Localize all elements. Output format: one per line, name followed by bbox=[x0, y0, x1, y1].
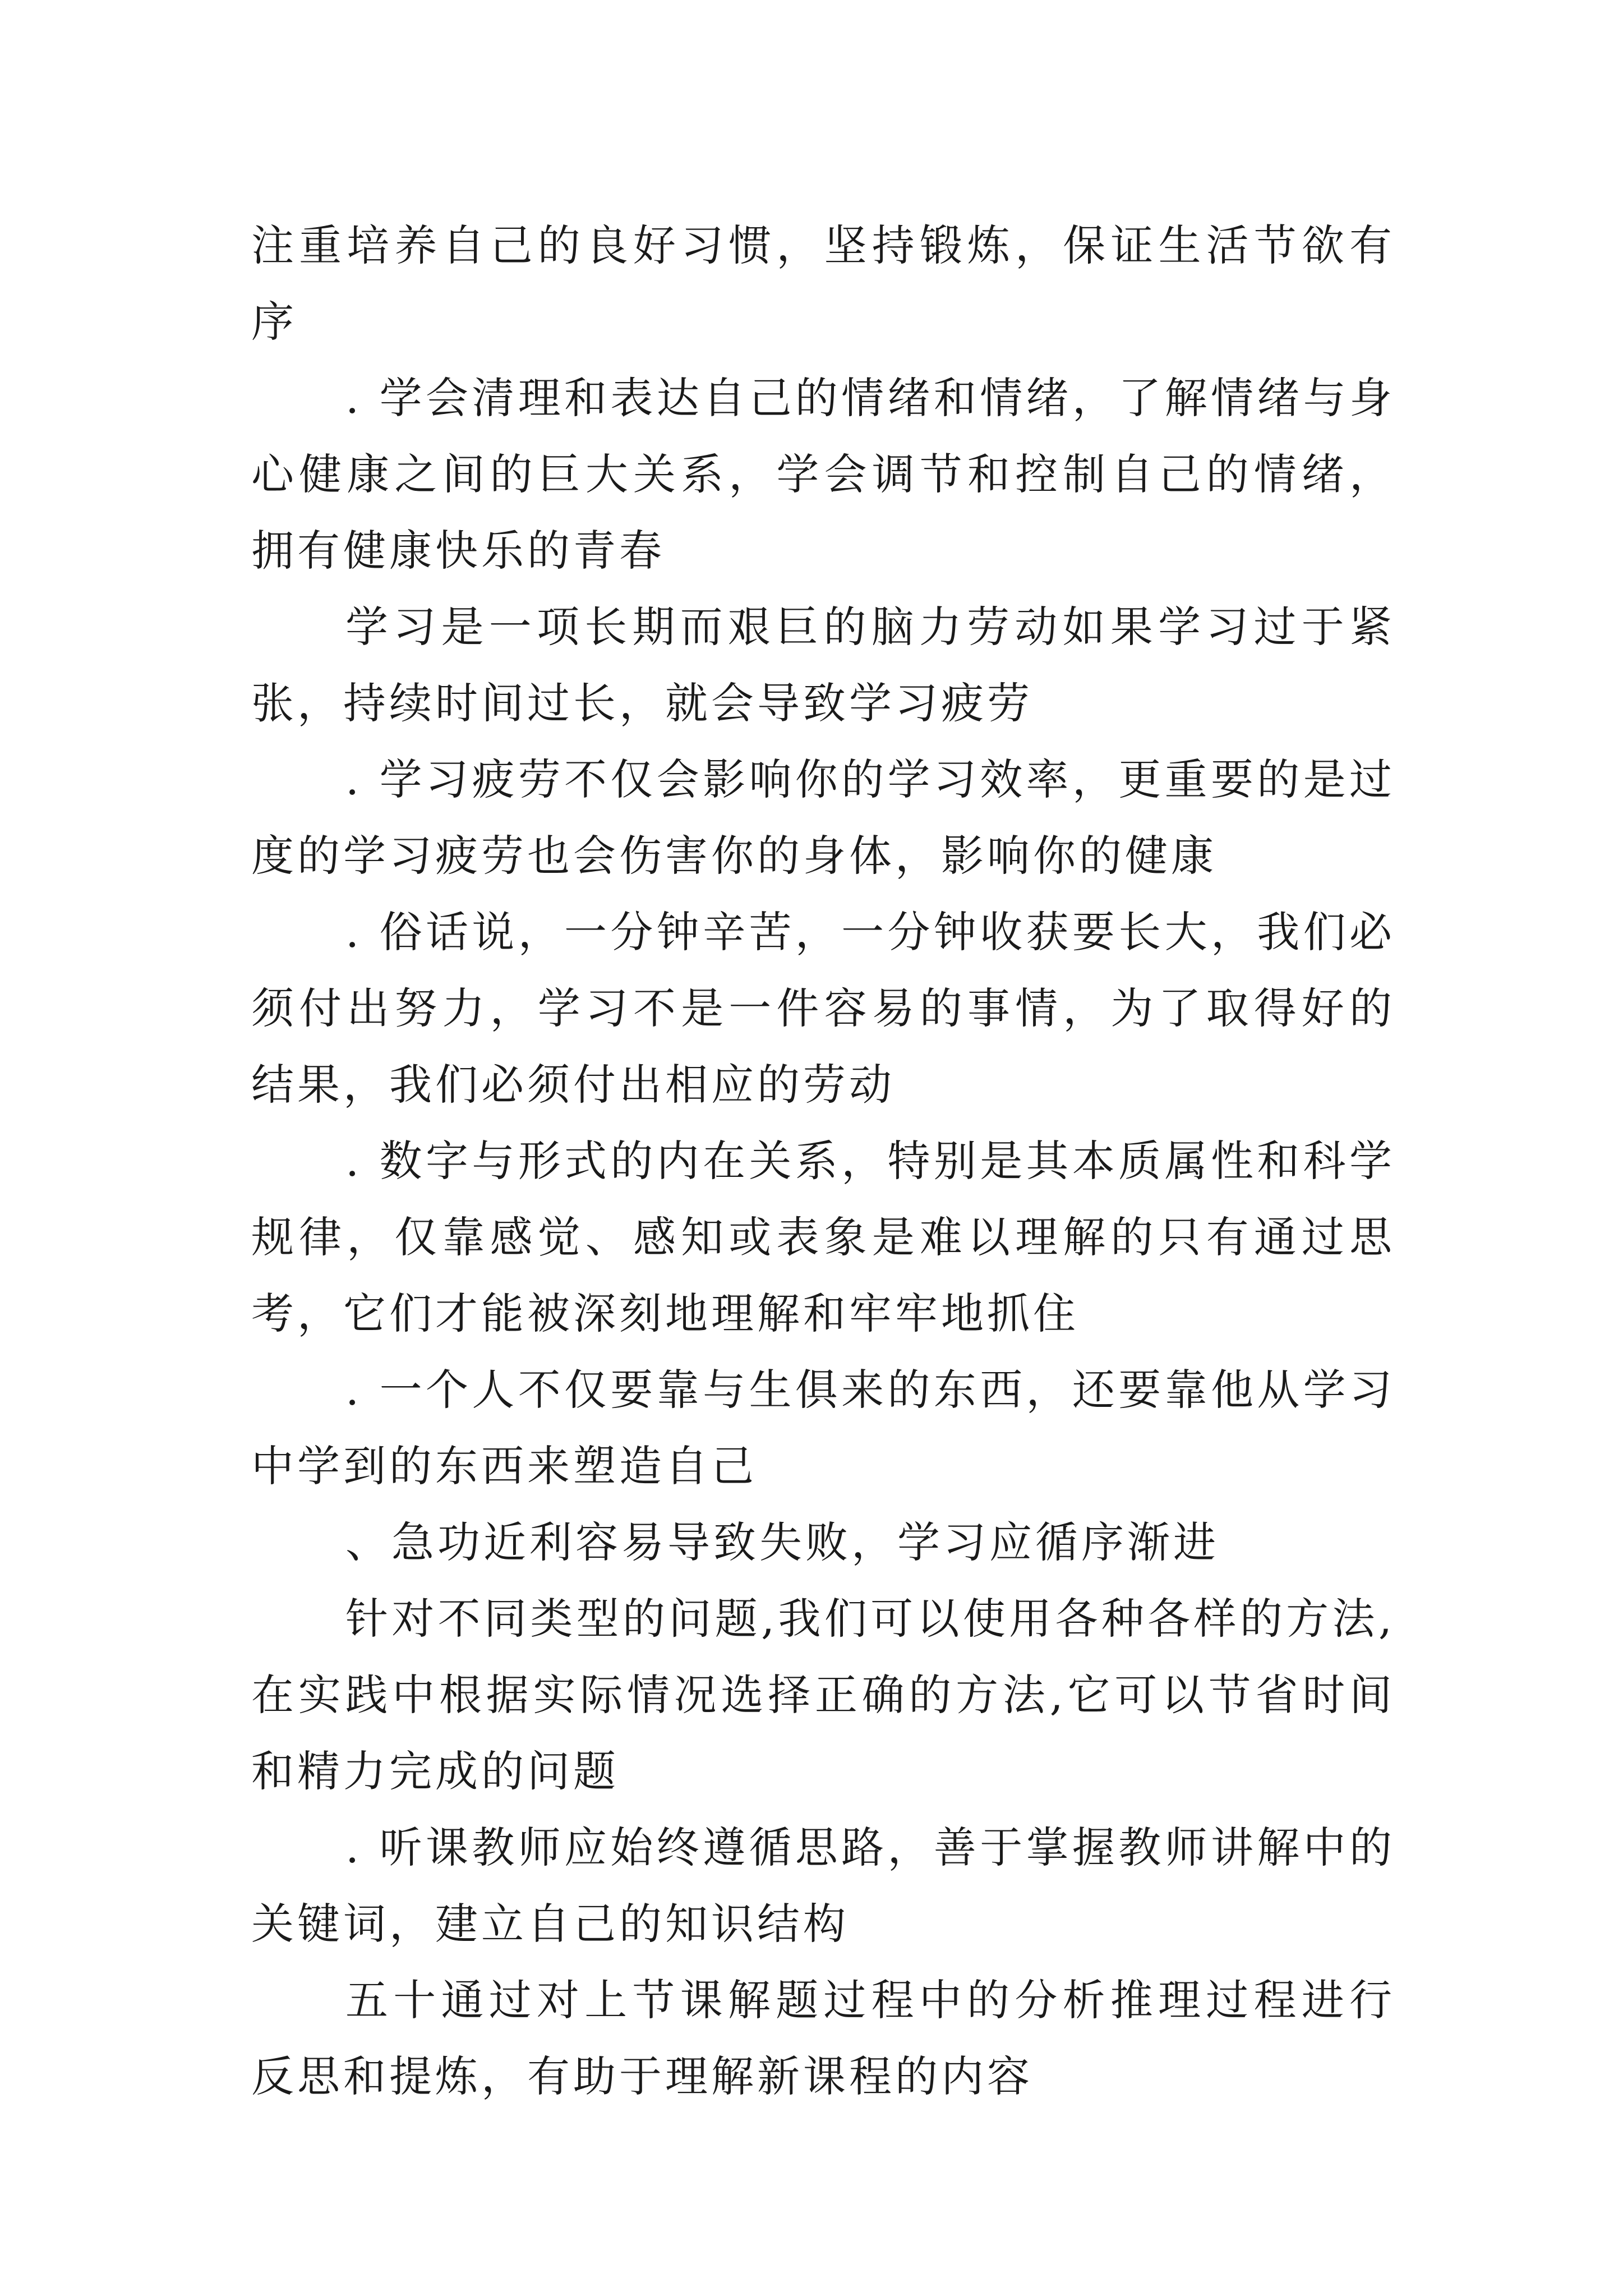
paragraph: . 一个人不仅要靠与生俱来的东西，还要靠他从学习中学到的东西来塑造自己 bbox=[251, 1365, 1395, 1491]
paragraph: 、急功近利容易导致失败，学习应循序渐进 bbox=[345, 1517, 1219, 1567]
paragraph: . 学习疲劳不仅会影响你的学习效率，更重要的是过度的学习疲劳也会伤害你的身体，影响你的健康 bbox=[251, 754, 1395, 881]
paragraph: . 学会清理和表达自己的情绪和情绪，了解情绪与身心健康之间的巨大关系，学会调节和控制自己的情绪，拥有健康快乐的青春 bbox=[251, 373, 1395, 576]
paragraph: 学习是一项长期而艰巨的脑力劳动如果学习过于紧张，持续时间过长，就会导致学习疲劳 bbox=[251, 602, 1395, 728]
paragraph: 注重培养自己的良好习惯，坚持锻炼，保证生活节欲有序 bbox=[251, 220, 1395, 347]
paragraph: . 数字与形式的内在关系，特别是其本质属性和科学规律，仅靠感觉、感知或表象是难以理解的只有通过思考，它们才能被深刻地理解和牢牢地抓住 bbox=[251, 1136, 1395, 1338]
document-body bbox=[251, 208, 1395, 2115]
paragraph: 针对不同类型的问题,我们可以使用各种各样的方法,在实践中根据实际情况选择正确的方法,它可以节省时间和精力完成的问题 bbox=[251, 1594, 1395, 1796]
paragraph: 五十通过对上节课解题过程中的分析推理过程进行反思和提炼，有助于理解新课程的内容 bbox=[251, 1975, 1395, 2101]
paragraph: . 听课教师应始终遵循思路，善于掌握教师讲解中的关键词，建立自己的知识结构 bbox=[251, 1823, 1395, 1949]
paragraph: . 俗话说，一分钟辛苦，一分钟收获要长大，我们必须付出努力，学习不是一件容易的事情，为了取得好的结果，我们必须付出相应的劳动 bbox=[251, 907, 1395, 1110]
